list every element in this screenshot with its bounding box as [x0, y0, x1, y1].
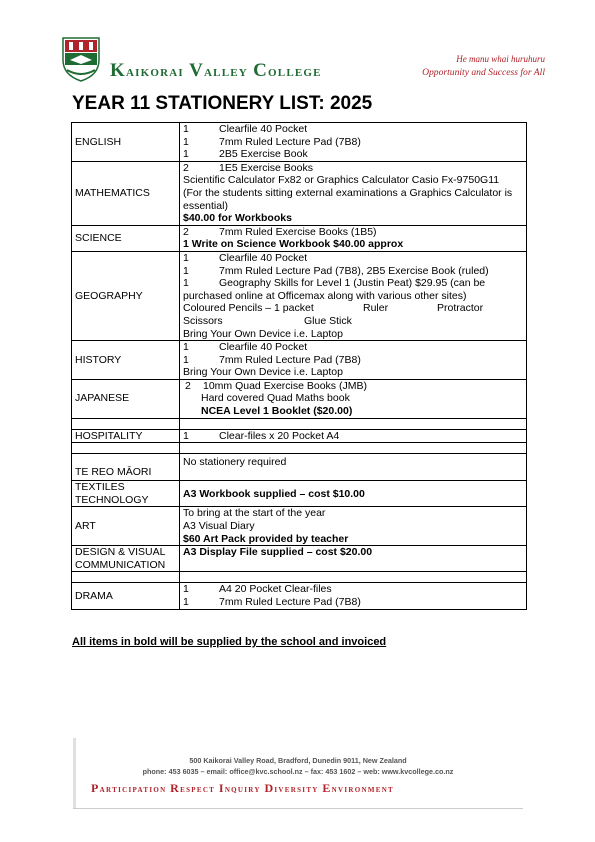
- college-crest-logo: [60, 36, 102, 82]
- item-list: 1 Clearfile 40 Pocket 1 7mm Ruled Lecture Pad (7B8) Bring Your Own Device i.e. Laptop: [180, 341, 527, 380]
- subject-name: TE REO MĀORI: [72, 454, 180, 481]
- motto-english: Opportunity and Success for All: [422, 67, 545, 78]
- item-list: 1 Clearfile 40 Pocket 1 7mm Ruled Lecture Pad (7B8), 2B5 Exercise Book (ruled) 1 Geography Skills for Level 1 (Justin Peat) $29.95 (can be purchased online at Officemax along with various other sites) Coloured Pencils – 1 packet Ruler Protractor Scissors Glue Stick Bring Your Own Device i.e. Laptop: [180, 251, 527, 340]
- item-list: 2 10mm Quad Exercise Books (JMB) Hard covered Quad Maths book NCEA Level 1 Booklet ($20.00): [180, 379, 527, 418]
- table-row: [72, 341, 527, 380]
- subject-name: GEOGRAPHY: [72, 251, 180, 340]
- subject-name: DRAMA: [72, 583, 180, 609]
- table-row: [72, 251, 527, 340]
- stationery-table: [71, 122, 527, 610]
- subject-name: HISTORY: [72, 341, 180, 380]
- table-row: [72, 225, 527, 251]
- item-list: 1 A4 20 Pocket Clear-files 1 7mm Ruled Lecture Pad (7B8): [180, 583, 527, 609]
- table-row: [72, 481, 527, 507]
- subject-name: DESIGN & VISUAL COMMUNICATION: [72, 546, 180, 572]
- subject-name: HOSPITALITY: [72, 429, 180, 443]
- table-row: [72, 123, 527, 162]
- letterhead: [60, 36, 545, 84]
- item-list: A3 Workbook supplied – cost $10.00: [180, 481, 527, 507]
- item-list: 1 Clear-files x 20 Pocket A4: [180, 429, 527, 443]
- subject-name: ENGLISH: [72, 123, 180, 162]
- footer: [73, 738, 523, 814]
- item-list: No stationery required: [180, 454, 527, 481]
- item-list: 2 1E5 Exercise Books Scientific Calculator Fx82 or Graphics Calculator Casio Fx-9750G11 (For the students sitting external examinations a Graphics Calculator is essential) $40.00 for Workbooks: [180, 161, 527, 225]
- table-row: [72, 454, 527, 481]
- page-title: YEAR 11 STATIONERY LIST: 2025: [72, 93, 373, 114]
- subject-name: MATHEMATICS: [72, 161, 180, 225]
- subject-name: TEXTILES TECHNOLOGY: [72, 481, 180, 507]
- college-name: Kaikorai Valley College: [110, 60, 322, 81]
- footer-address: 500 Kaikorai Valley Road, Bradford, Dunedin 9011, New Zealand: [189, 756, 407, 765]
- table-row-blank: [72, 572, 527, 583]
- item-list: To bring at the start of the year A3 Visual Diary $60 Art Pack provided by teacher: [180, 507, 527, 546]
- motto-maori: He manu whai huruhuru: [456, 54, 545, 64]
- table-row: [72, 546, 527, 572]
- subject-name: JAPANESE: [72, 379, 180, 418]
- item-list: 1 Clearfile 40 Pocket 1 7mm Ruled Lecture Pad (7B8) 1 2B5 Exercise Book: [180, 123, 527, 162]
- motto: [422, 53, 545, 79]
- footer-divider: [73, 808, 523, 809]
- table-row: [72, 379, 527, 418]
- table-row: [72, 583, 527, 609]
- subject-name: SCIENCE: [72, 225, 180, 251]
- table-row: [72, 161, 527, 225]
- table-row: [72, 507, 527, 546]
- table-row: [72, 429, 527, 443]
- item-list: A3 Display File supplied – cost $20.00: [180, 546, 527, 572]
- subject-name: ART: [72, 507, 180, 546]
- table-row-blank: [72, 443, 527, 454]
- school-values: Participation Respect Inquiry Diversity Environment: [91, 781, 395, 795]
- invoice-note: All items in bold will be supplied by the school and invoiced: [72, 636, 387, 648]
- table-row-blank: [72, 418, 527, 429]
- footer-contact: phone: 453 6035 – email: office@kvc.school.nz – fax: 453 1602 – web: www.kvcollege.co.nz: [142, 767, 454, 776]
- item-list: 2 7mm Ruled Exercise Books (1B5) 1 Write on Science Workbook $40.00 approx: [180, 225, 527, 251]
